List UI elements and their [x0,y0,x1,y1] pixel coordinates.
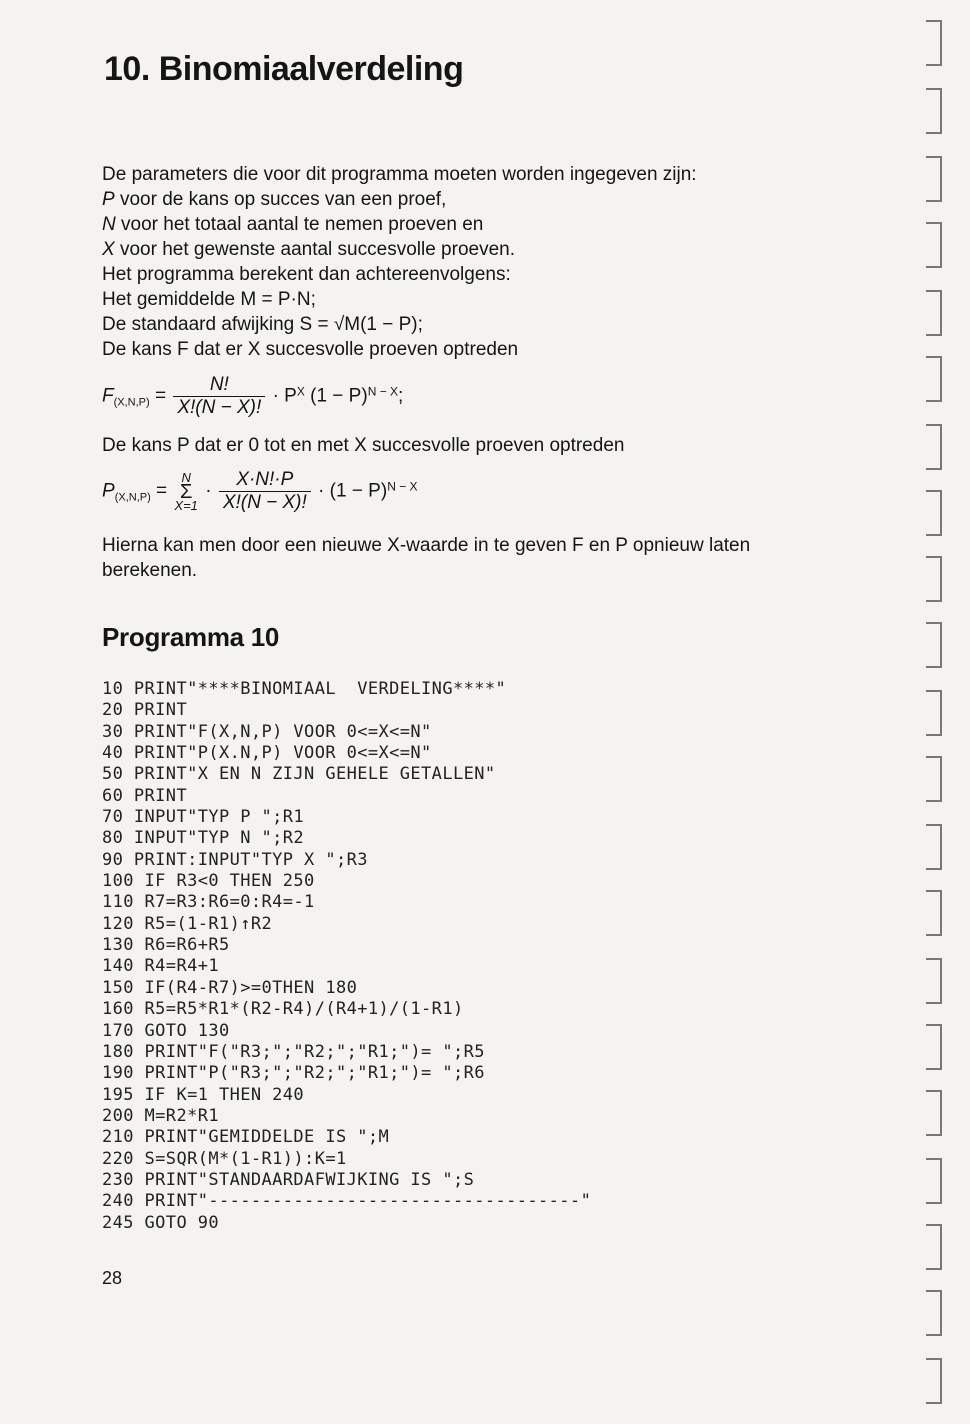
code-line: 50 PRINT"X EN N ZIJN GEHELE GETALLEN" [102,764,496,785]
code-line: 20 PRINT [102,700,188,721]
intro-line: Het programma berekent dan achtereenvolgens: [102,264,511,285]
intro-line: De kans F dat er X succesvolle proeven optreden [102,339,519,360]
paragraph: Hierna kan men door een nieuwe X-waarde in te geven F en P opnieuw laten berekenen. [102,535,751,581]
intro-line: P voor de kans op succes van een proef, [102,189,447,210]
page-title: 10. Binomiaalverdeling [104,50,464,88]
code-line: 10 PRINT"****BINOMIAAL VERDELING****" [102,679,507,699]
code-line: 230 PRINT"STANDAARDAFWIJKING IS ";S [102,1169,475,1190]
code-line: 200 M=R2*R1 [102,1105,219,1126]
formula-f: $F_{(X,N,P)}$ = $\frac{N!}{X!(N - X)!}$ · $P^X$ $(1 - P)^{N - X}$; [102,374,404,418]
code-line: 180 PRINT"F("R3;";"R2;";"R1;")= ";R5 [102,1041,485,1062]
intro-line: X voor het gewenste aantal succesvolle proeven. [102,239,515,260]
code-line: 170 GOTO 130 [102,1020,230,1041]
code-line: 210 PRINT"GEMIDDELDE IS ";M [102,1127,390,1148]
code-line: 190 PRINT"P("R3;";"R2;";"R1;")= ";R6 [102,1063,485,1084]
code-line: 110 R7=R3:R6=0:R4=-1 [102,892,315,913]
code-line: 120 R5=(1-R1)↑R2 [102,913,273,934]
section-title: Programma 10 [102,622,280,652]
binding-marks [926,0,956,1424]
intro-line: De parameters die voor dit programma moeten worden ingegeven zijn: [102,164,697,185]
code-line: 140 R4=R4+1 [102,956,219,977]
formula-p: $P_{(X,N,P)} = N$ Σ X=1 · $\frac{X\cdot N!\cdot P}{X!(N - X)!}$ · $(1 - P)^{N - X}$ [102,469,418,513]
code-line: 220 S=SQR(M*(1-R1)):K=1 [102,1148,347,1169]
intro-line: N voor het totaal aantal te nemen proeven en [102,214,484,235]
code-line: 195 IF K=1 THEN 240 [102,1084,305,1105]
code-line: 100 IF R3<0 THEN 250 [102,871,315,892]
code-line: 240 PRINT"-----------------------------------" [102,1191,592,1212]
intro-line: De standaard afwijking S = √M(1 − P); [102,314,423,335]
intro-paragraph [102,162,862,362]
code-line: 90 PRINT:INPUT"TYP X ";R3 [102,849,368,870]
intro-line: Het gemiddelde M = P·N; [102,289,316,310]
code-line: 130 R6=R6+R5 [102,935,230,956]
code-line: 60 PRINT [102,785,188,806]
code-line: 160 R5=R5*R1*(R2-R4)/(R4+1)/(1-R1) [102,999,464,1020]
code-line: 80 INPUT"TYP N ";R2 [102,828,305,849]
code-line: 30 PRINT"F(X,N,P) VOOR 0<=X<=N" [102,721,432,742]
code-line: 70 INPUT"TYP P ";R1 [102,807,305,828]
code-line: 245 GOTO 90 [102,1212,219,1233]
code-line: 40 PRINT"P(X.N,P) VOOR 0<=X<=N" [102,743,432,764]
page-number: 28 [102,1268,123,1288]
text-line: De kans P dat er 0 tot en met X succesvolle proeven optreden [102,435,625,456]
code-listing [102,679,591,1234]
code-line: 150 IF(R4-R7)>=0THEN 180 [102,977,358,998]
